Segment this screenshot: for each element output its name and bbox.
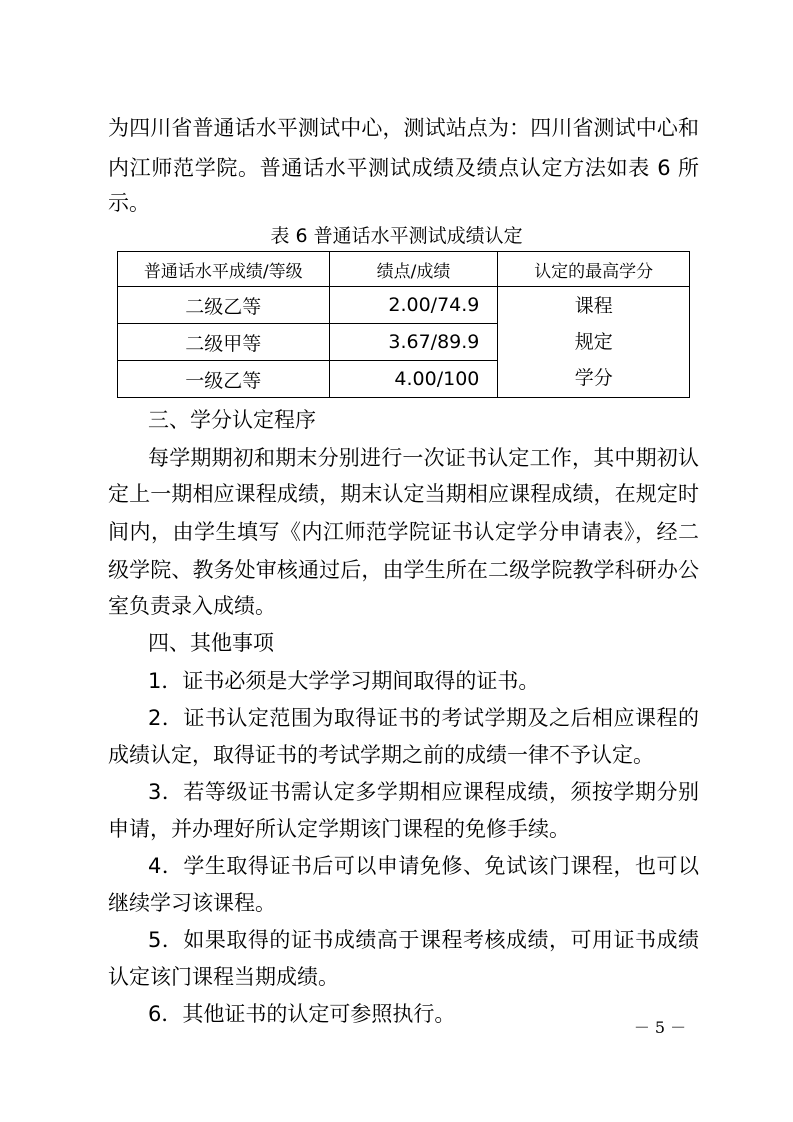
item-1: 1．证书必须是大学学习期间取得的证书。 xyxy=(148,669,540,693)
item-2-line-2: 成绩认定，取得证书的考试学期之前的成绩一律不予认定。 xyxy=(108,743,654,767)
item-3-line-1: 3．若等级证书需认定多学期相应课程成绩，须按学期分别 xyxy=(148,780,699,804)
cell-gpa: 3.67/89.9 xyxy=(329,324,498,361)
section-4-heading: 四、其他事项 xyxy=(148,631,274,655)
cell-level: 二级甲等 xyxy=(118,324,330,361)
cell-gpa: 4.00/100 xyxy=(329,361,498,398)
credit-line-3: 学分 xyxy=(574,367,613,389)
certificate-table xyxy=(117,251,690,398)
item-6: 6．其他证书的认定可参照执行。 xyxy=(148,1002,456,1026)
header-gpa: 绩点/成绩 xyxy=(329,252,498,287)
item-2-line-1: 2．证书认定范围为取得证书的考试学期及之后相应课程的 xyxy=(148,706,699,730)
section-3-line-2: 定上一期相应课程成绩，期末认定当期相应课程成绩，在规定时 xyxy=(108,482,699,506)
credit-line-1: 课程 xyxy=(574,295,613,317)
section-3-line-4: 级学院、教务处审核通过后，由学生所在二级学院教学科研办公 xyxy=(108,558,699,582)
header-credit: 认定的最高学分 xyxy=(498,252,690,287)
item-4-line-2: 继续学习该课程。 xyxy=(108,891,276,915)
section-3-line-3: 间内，由学生填写《内江师范学院证书认定学分申请表》，经二 xyxy=(108,520,699,544)
item-4-line-1: 4．学生取得证书后可以申请免修、免试该门课程，也可以 xyxy=(148,854,699,878)
item-5-line-1: 5．如果取得的证书成绩高于课程考核成绩，可用证书成绩 xyxy=(148,928,699,952)
cell-level: 二级乙等 xyxy=(118,287,330,324)
section-3-line-1: 每学期期初和期末分别进行一次证书认定工作，其中期初认 xyxy=(148,446,699,470)
item-5-line-2: 认定该门课程当期成绩。 xyxy=(108,965,339,989)
section-3-line-5: 室负责录入成绩。 xyxy=(108,594,276,618)
intro-line-1: 为四川省普通话水平测试中心，测试站点为：四川省测试中心和 xyxy=(108,116,699,140)
header-level: 普通话水平成绩/等级 xyxy=(118,252,330,287)
table-header-row xyxy=(118,252,690,287)
cell-credit xyxy=(498,287,690,398)
cell-gpa: 2.00/74.9 xyxy=(329,287,498,324)
table-caption: 表 6 普通话水平测试成绩认定 xyxy=(270,225,523,247)
page-number: － 5 － xyxy=(633,1018,687,1037)
item-3-line-2: 申请，并办理好所认定学期该门课程的免修手续。 xyxy=(108,817,570,841)
table-row xyxy=(118,287,690,324)
intro-line-2: 内江师范学院。普通话水平测试成绩及绩点认定方法如表 6 所 xyxy=(108,156,699,180)
credit-line-2: 规定 xyxy=(574,331,613,353)
cell-level: 一级乙等 xyxy=(118,361,330,398)
section-3-heading: 三、学分认定程序 xyxy=(148,408,316,432)
intro-line-3: 示。 xyxy=(108,191,150,215)
